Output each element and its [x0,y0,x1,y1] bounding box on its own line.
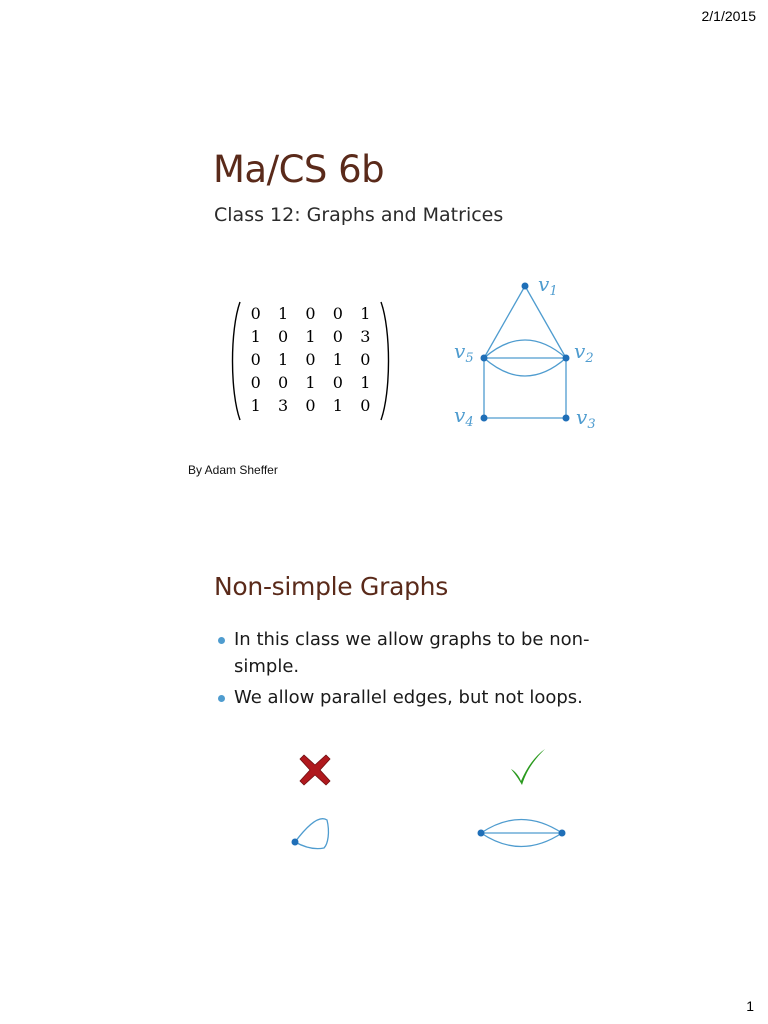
matrix-cell: 0 [278,373,289,392]
vertex-v2 [563,355,570,362]
bullet-item: We allow parallel edges, but not loops. [218,684,618,711]
matrix-cell: 0 [332,327,343,346]
parallel-vertex-left [478,830,485,837]
matrix-cell: 0 [360,396,371,415]
matrix-cell: 0 [250,304,261,323]
check-icon [507,747,547,787]
edge-v2-v5-a [484,340,566,358]
label-v2: $v_2$ [574,339,594,366]
matrix-cell: 0 [278,327,289,346]
vertex-v3 [563,415,570,422]
matrix-cell: 1 [305,327,316,346]
right-paren [379,300,393,422]
label-v1: $v_1$ [538,272,558,299]
author-credit: By Adam Sheffer [188,463,278,477]
matrix-cell: 0 [305,396,316,415]
matrix-cell: 1 [305,373,316,392]
edge-v1-v5 [484,286,525,358]
multigraph-diagram [440,266,610,436]
loop-vertex [292,839,299,846]
loop-example-diagram [284,810,344,860]
matrix-cell: 3 [360,327,371,346]
matrix-cell: 1 [250,327,261,346]
matrix-cell: 0 [250,350,261,369]
vertex-v5 [481,355,488,362]
matrix-cell: 1 [360,304,371,323]
matrix-cell: 0 [360,350,371,369]
left-paren [228,300,242,422]
label-v5: $v_5$ [454,339,474,366]
matrix-cell: 1 [278,304,289,323]
bullet-list [218,626,618,715]
matrix-cell: 0 [305,350,316,369]
matrix-cell: 0 [250,373,261,392]
edge-v2-v5-c [484,358,566,376]
label-v3: $v_3$ [576,405,596,432]
cross-icon [298,753,332,787]
matrix-cell: 0 [305,304,316,323]
non-simple-graphs-slide [0,510,768,1010]
matrix-cell: 1 [332,350,343,369]
vertex-v1 [522,283,529,290]
bullet-item: In this class we allow graphs to be non-simple. [218,626,618,680]
matrix-cell: 1 [250,396,261,415]
adjacency-matrix [228,300,393,422]
vertex-v4 [481,415,488,422]
matrix-cell: 1 [278,350,289,369]
title-slide [0,0,768,500]
matrix-grid [242,302,379,417]
matrix-cell: 0 [332,304,343,323]
page-date: 2/1/2015 [701,8,756,24]
matrix-cell: 1 [360,373,371,392]
matrix-cell: 3 [278,396,289,415]
label-v4: $v_4$ [454,403,474,430]
slide-title: Ma/CS 6b [213,148,385,191]
matrix-cell: 0 [332,373,343,392]
bullet-dot-icon [218,695,225,702]
slide-title: Non-simple Graphs [214,572,448,601]
slide-subtitle: Class 12: Graphs and Matrices [214,204,504,226]
parallel-edges-diagram [470,810,580,860]
edge-v1-v2 [525,286,566,358]
page-number: 1 [746,998,754,1014]
bullet-dot-icon [218,637,225,644]
matrix-cell: 1 [332,396,343,415]
parallel-vertex-right [559,830,566,837]
